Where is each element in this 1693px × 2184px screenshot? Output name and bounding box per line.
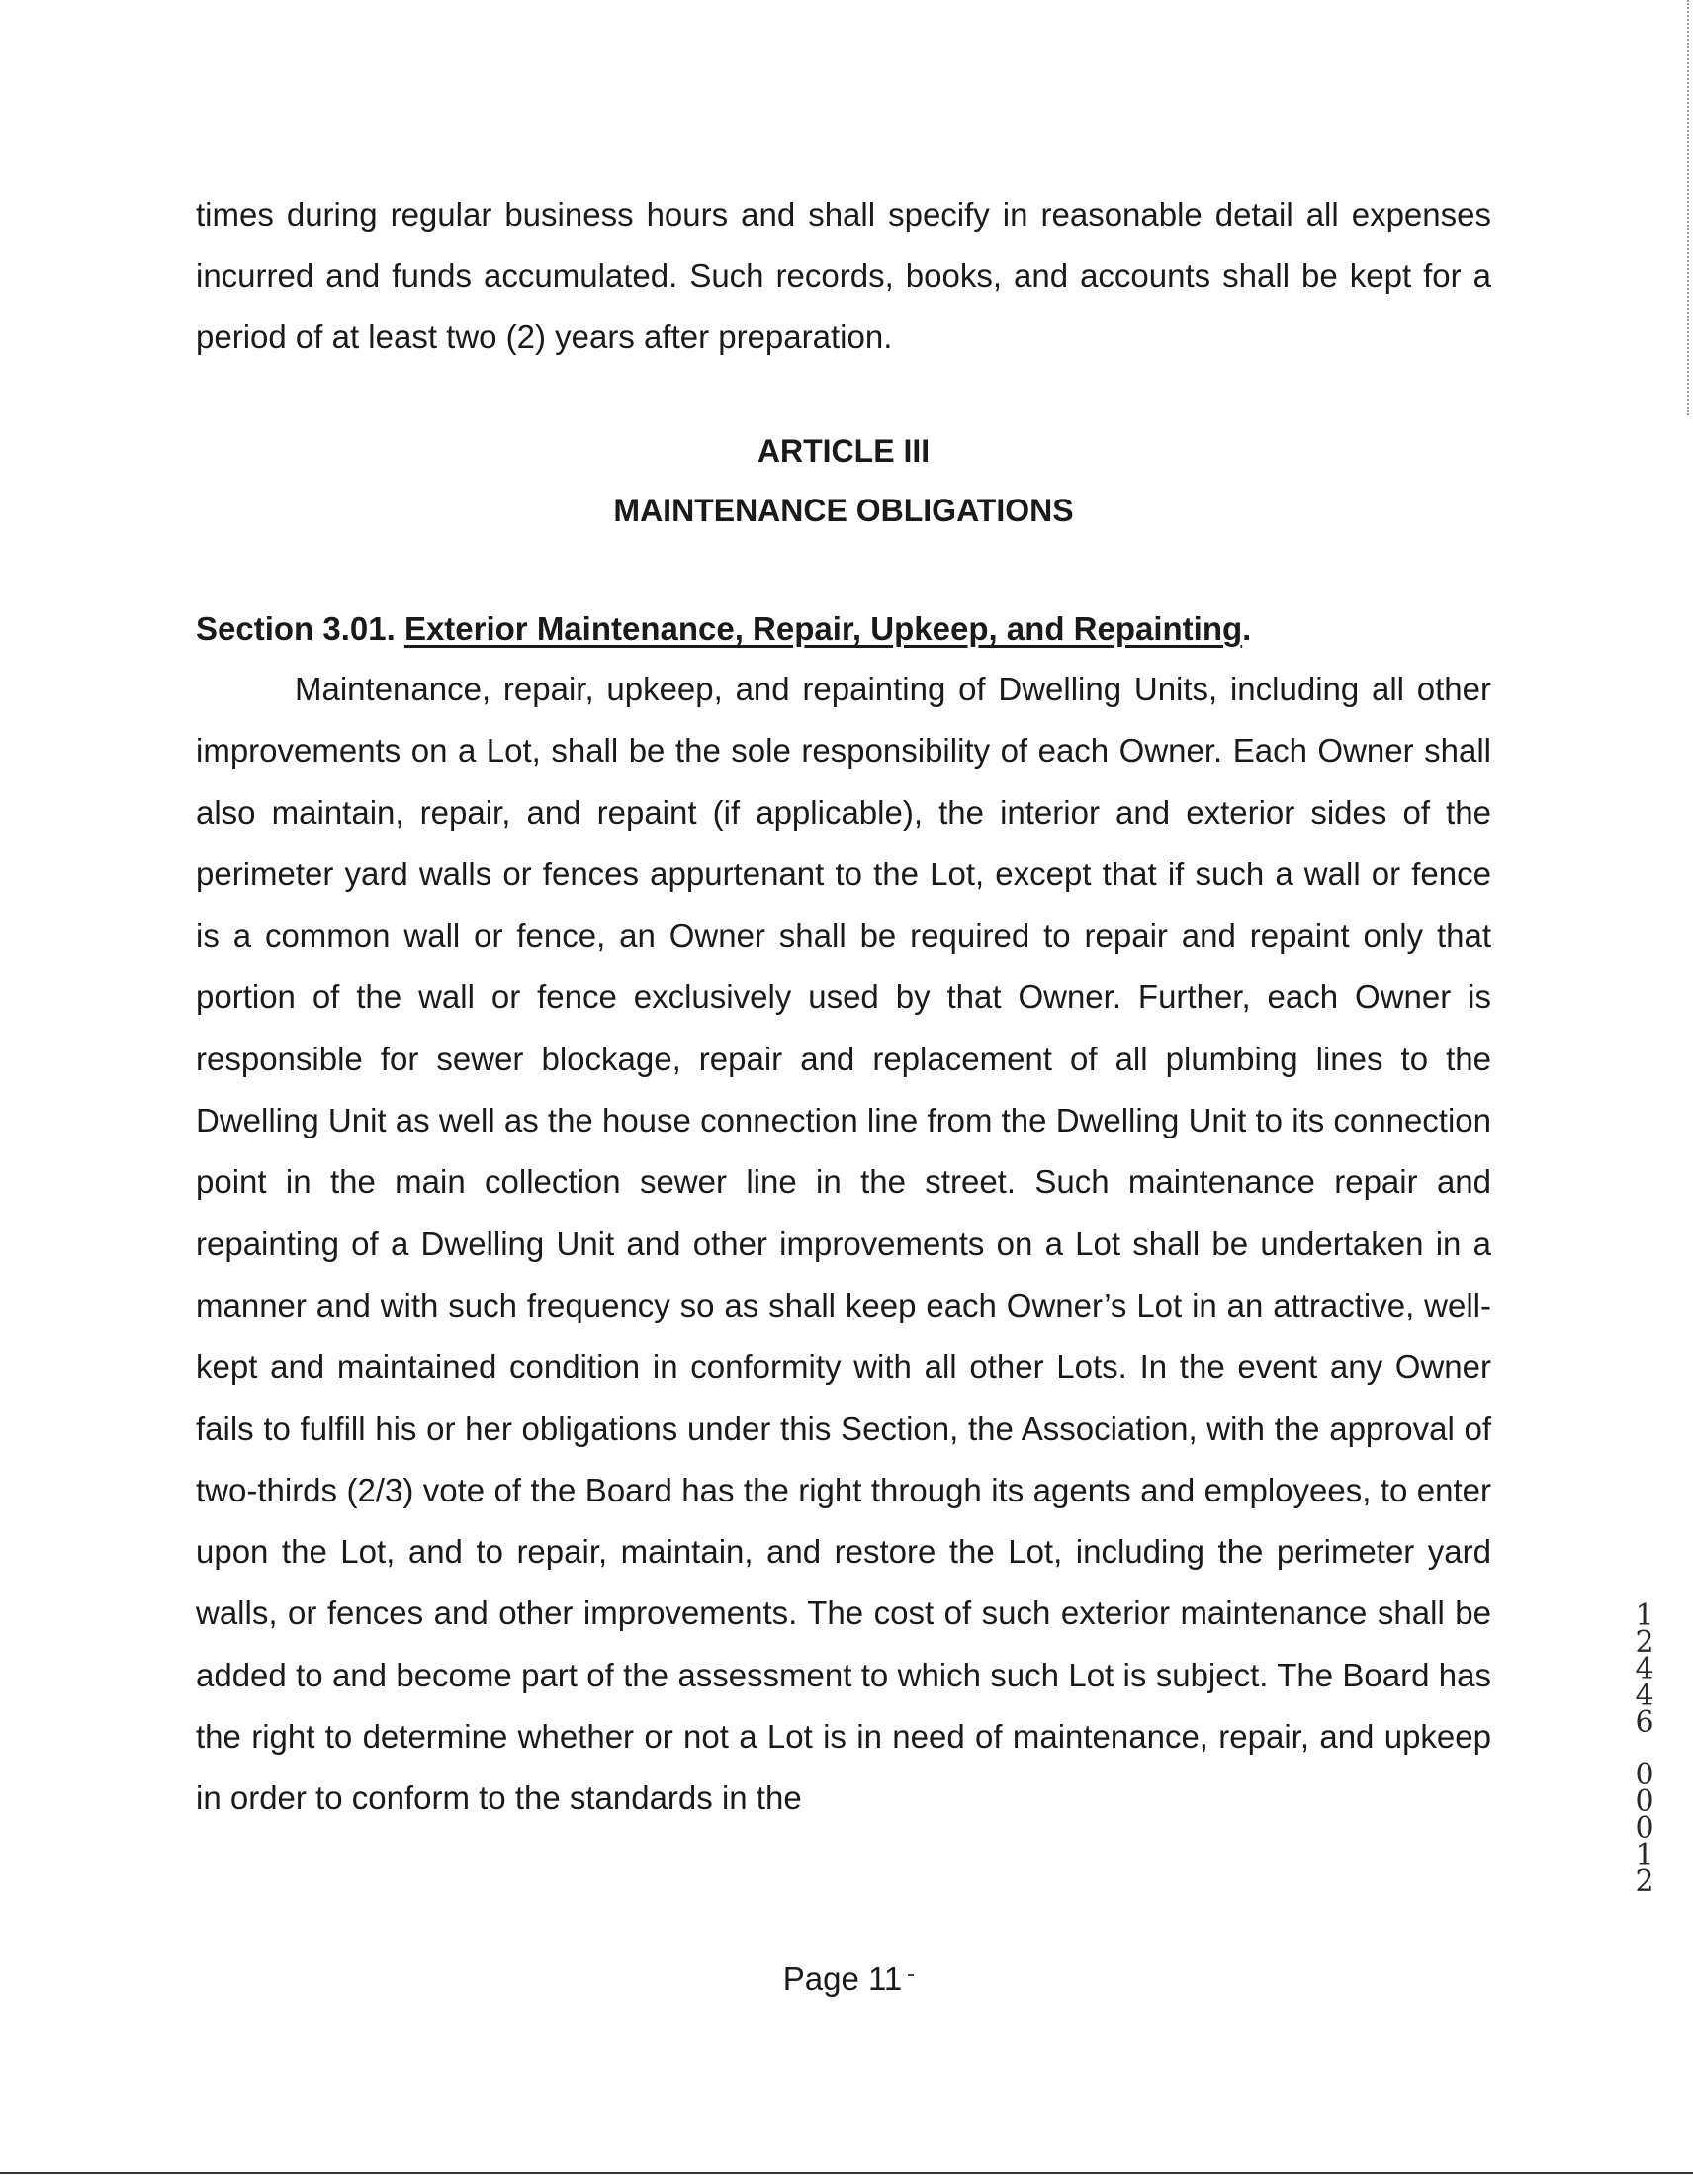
document-number-stamp [1630, 1598, 1659, 1899]
page-content [196, 184, 1491, 1830]
stamp-digit: 6 [1635, 1705, 1654, 1740]
stamp-digit: 4 [1635, 1652, 1654, 1686]
lead-paragraph: times during regular business hours and shall specify in reasonable detail all expenses incurred and funds accumulated. Such records, books, and accounts shall be kept for a period of at least two (2) years after preparation. [196, 196, 1491, 355]
stamp-digit: 2 [1635, 1865, 1654, 1899]
stamp-digit: 0 [1635, 1758, 1654, 1792]
article-number: ARTICLE III [757, 433, 931, 469]
stamp-digit: 0 [1635, 1784, 1654, 1819]
article-heading [196, 421, 1491, 540]
stamp-digit: 1 [1635, 1838, 1654, 1872]
scan-bottom-rule [0, 2172, 1693, 2174]
section-body-paragraph: Maintenance, repair, upkeep, and repainting of Dwelling Units, including all other improvements on a Lot, shall be the sole responsibility of each Owner. Each Owner shall also maintain, repair, and repaint (if applicable), the interior and exterior sides of the perimeter yard walls or fences appurtenant to the Lot, except that if such a wall or fence is a common wall or fence, an Owner shall be required to repair and repaint only that portion of the wall or fence exclusively used by that Owner. Further, each Owner is responsible for sewer blockage, repair and replacement of all plumbing lines to the Dwelling Unit as well as the house connection line from the Dwelling Unit to its connection point in the main collection sewer line in the street. Such maintenance repair and repainting of a Dwelling Unit and other improvements on a Lot shall be undertaken in a manner and with such frequency so as shall keep each Owner’s Lot in an attractive, well-kept and maintained condition in conformity with all other Lots. In the event any Owner fails to fulfill his or her obligations under this Section, the Association, with the approval of two-thirds (2/3) vote of the Board has the right through its agents and employees, to enter upon the Lot, and to repair, maintain, and restore the Lot, including the perimeter yard walls, or fences and other improvements. The cost of such exterior maintenance shall be added to and become part of the assessment to which such Lot is subject. The Board has the right to determine whether or not a Lot is in need of maintenance, repair, and upkeep in order to conform to the standards in the [196, 671, 1491, 1817]
page-number [0, 1960, 1693, 1998]
scan-edge-marks [1687, 0, 1690, 415]
section-label: Section 3.01. [196, 610, 396, 647]
section-title-punct: . [1242, 610, 1252, 647]
stamp-digit: 1 [1635, 1598, 1654, 1633]
stamp-digit: 2 [1635, 1625, 1654, 1660]
section-heading [196, 599, 1491, 659]
section-title: Exterior Maintenance, Repair, Upkeep, and Repainting [403, 610, 1243, 647]
article-title: MAINTENANCE OBLIGATIONS [613, 493, 1074, 528]
stamp-digit: 0 [1635, 1811, 1654, 1846]
stamp-digit: 4 [1635, 1679, 1654, 1713]
scan-speck [908, 1974, 914, 1976]
page-number-text: Page 11 [782, 1960, 903, 1997]
